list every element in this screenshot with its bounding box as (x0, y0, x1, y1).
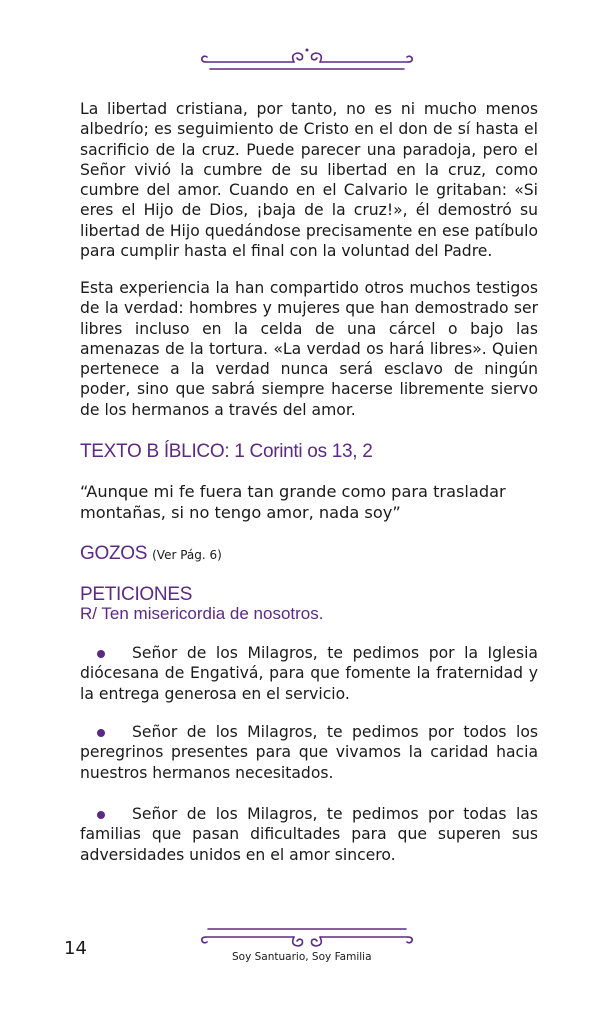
page-number: 14 (64, 938, 87, 959)
top-ornament-divider-icon (198, 44, 416, 74)
petition-text: Señor de los Milagros, te pedimos por todos los peregrinos presentes para que vivamos la caridad hacia nuestros hermanos necesitados. (80, 723, 538, 782)
gozos-title: GOZOS (80, 543, 148, 564)
bullet-dot-icon (97, 811, 105, 819)
petition-text: Señor de los Milagros, te pedimos por la Iglesia diócesana de Engativá, para que fomente la fraternidad y la entrega generosa en el servicio. (80, 644, 538, 703)
gozos-heading (80, 543, 222, 565)
petition-item (80, 722, 538, 783)
biblical-quote: “Aunque mi fe fuera tan grande como para trasladar montañas, si no tengo amor, nada soy” (80, 482, 506, 522)
petition-text: Señor de los Milagros, te pedimos por todas las familias que pasan dificultades para que superen sus adversidades unidos en el amor sincero. (80, 805, 538, 864)
peticiones-heading: PETICIONES (80, 584, 193, 605)
bullet-dot-icon (97, 729, 105, 737)
paragraph-testigos: Esta experiencia la han compartido otros muchos testigos de la verdad: hombres y mujeres que han demostrado ser libres incluso en la celda de una cárcel o bajo las amenazas de la tortura. «La verdad os hará libres». Quien pertenece a la verdad nunca será esclavo de ningún poder, sino que sabrá siempre hacerse libremente siervo de los hermanos a través del amor. (80, 279, 538, 419)
biblical-text-heading: TEXTO B ÍBLICO: 1 Corinti os 13, 2 (80, 441, 373, 462)
petition-item (80, 643, 538, 704)
peticiones-response: R/ Ten misericordia de nosotros. (80, 604, 324, 623)
bullet-dot-icon (97, 650, 105, 658)
gozos-page-note: (Ver Pág. 6) (152, 548, 222, 562)
paragraph-libertad: La libertad cristiana, por tanto, no es ni mucho menos albedrío; es seguimiento de Cristo en el don de sí hasta el sacrificio de la cruz. Puede parecer una paradoja, pero el Señor vivió la cumbre de su libertad en la cruz, como cumbre del amor. Cuando en el Calvario le gritaban: «Si eres el Hijo de Dios, ¡baja de la cruz!», él demostró su libertad de Hijo quedándose precisamente en ese patíbulo para cumplir hasta el final con la voluntad del Padre. (80, 100, 538, 261)
footer-title: Soy Santuario, Soy Familia (232, 951, 372, 963)
petition-item (80, 804, 538, 865)
